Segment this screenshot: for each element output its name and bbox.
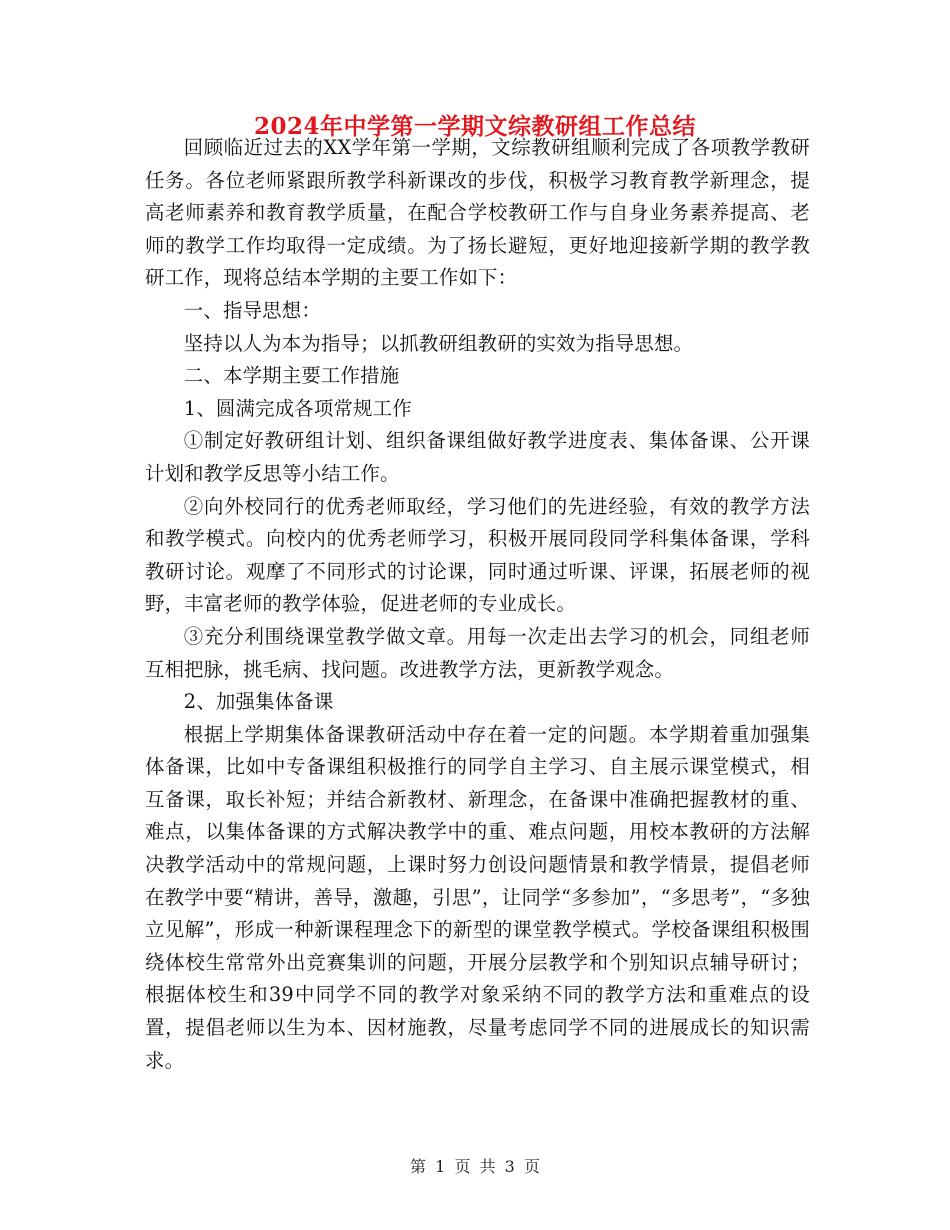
intro-paragraph: 回顾临近过去的XX学年第一学期，文综教研组顺利完成了各项教学教研任务。各位老师紧跟所教学科新课改的步伐，积极学习教育教学新理念，提高老师素养和教育教学质量，在配合学校教研工作与自身业务素养提高、老师的教学工作均取得一定成绩。为了扬长避短，更好地迎接新学期的教学教研工作，现将总结本学期的主要工作如下： xyxy=(145,136,810,290)
subsection-heading-routine-work: 1、圆满完成各项常规工作 xyxy=(183,396,412,420)
page-footer xyxy=(0,1155,950,1179)
routine-work-item-2: ②向外校同行的优秀老师取经，学习他们的先进经验，有效的教学方法和教学模式。向校内的优秀老师学习，积极开展同段同学科集体备课，学科教研讨论。观摩了不同形式的讨论课，同时通过听课、评课，拓展老师的视野，丰富老师的教学体验，促进老师的专业成长。 xyxy=(145,494,810,616)
footer-suffix: 页 xyxy=(523,1157,540,1176)
footer-total-pages: 3 xyxy=(504,1157,515,1176)
subsection-heading-collective-preparation: 2、加强集体备课 xyxy=(183,690,334,714)
footer-page-word: 页 xyxy=(454,1157,471,1176)
document-title: 2024年中学第一学期文综教研组工作总结 xyxy=(253,113,696,140)
routine-work-item-1: ①制定好教研组计划、组织备课组做好教学进度表、集体备课、公开课计划和教学反思等小结工作。 xyxy=(145,429,810,485)
footer-prefix: 第 xyxy=(410,1157,427,1176)
routine-work-item-3: ③充分利围绕课堂教学做文章。用每一次走出去学习的机会，同组老师互相把脉，挑毛病、找问题。改进教学方法，更新教学观念。 xyxy=(145,624,810,681)
footer-total-word: 共 xyxy=(479,1157,496,1176)
section-heading-main-measures: 二、本学期主要工作措施 xyxy=(183,364,400,388)
guiding-thought-paragraph: 坚持以人为本为指导；以抓教研组教研的实效为指导思想。 xyxy=(183,331,694,355)
document-body xyxy=(145,132,810,1077)
collective-preparation-paragraph: 根据上学期集体备课教研活动中存在着一定的问题。本学期着重加强集体备课，比如中专备课组积极推行的同学自主学习、自主展示课堂模式，相互备课，取长补短；并结合新教材、新理念，在备课中准确把握教材的重、难点，以集体备课的方式解决教学中的重、难点问题，用校本教研的方法解决教学活动中的常规问题，上课时努力创设问题情景和教学情景，提倡老师在教学中要“精讲，善导，激趣，引思”，让同学“多参加”，“多思考”，“多独立见解”，形成一种新课程理念下的新型的课堂教学模式。学校备课组积极围绕体校生常常外出竞赛集训的问题，开展分层教学和个别知识点辅导研讨；根据体校生和39中同学不同的教学对象采纳不同的教学方法和重难点的设置，提倡老师以生为本、因材施教，尽量考虑同学不同的进展成长的知识需求。 xyxy=(145,722,810,1072)
footer-current-page: 1 xyxy=(435,1157,446,1176)
section-heading-guiding-thought: 一、指导思想： xyxy=(183,298,321,322)
